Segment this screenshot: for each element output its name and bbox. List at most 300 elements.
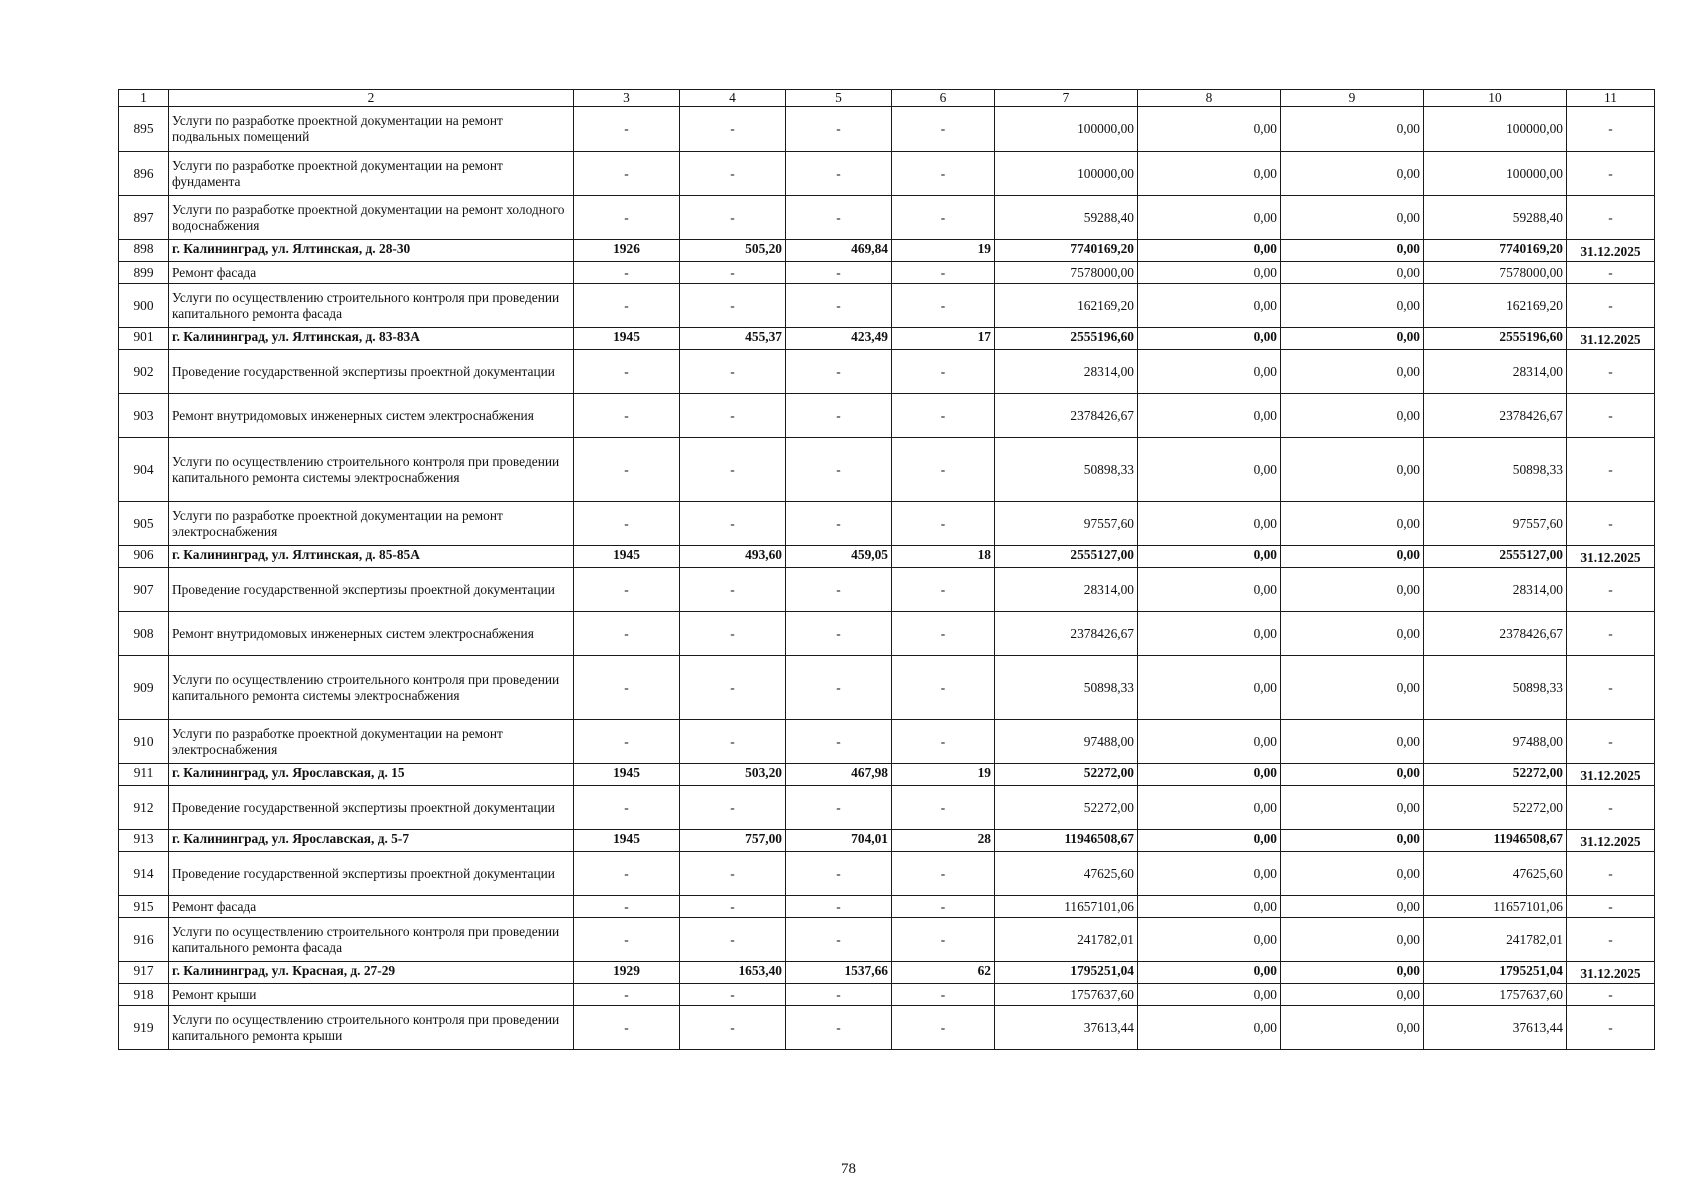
col4-cell: - — [680, 152, 786, 196]
col9-amount-cell: 0,00 — [1281, 852, 1424, 896]
col11-cell: 31.12.2025 — [1567, 764, 1655, 786]
col6-cell: - — [892, 502, 995, 546]
col8-amount-cell: 0,00 — [1138, 830, 1281, 852]
col11-cell: - — [1567, 568, 1655, 612]
col4-cell: - — [680, 1006, 786, 1050]
work-item-row — [119, 568, 1655, 612]
col11-cell: - — [1567, 152, 1655, 196]
col4-cell: - — [680, 394, 786, 438]
work-description-cell: Проведение государственной экспертизы проектной документации — [169, 852, 574, 896]
col10-amount-cell: 97488,00 — [1424, 720, 1567, 764]
column-header: 5 — [786, 90, 892, 107]
col5-cell: - — [786, 196, 892, 240]
col5-cell: - — [786, 1006, 892, 1050]
column-header: 4 — [680, 90, 786, 107]
col5-cell: 423,49 — [786, 328, 892, 350]
col6-cell: 17 — [892, 328, 995, 350]
col10-amount-cell: 100000,00 — [1424, 152, 1567, 196]
col7-amount-cell: 28314,00 — [995, 568, 1138, 612]
col11-cell: - — [1567, 502, 1655, 546]
work-description-cell: Ремонт внутридомовых инженерных систем электроснабжения — [169, 394, 574, 438]
repair-register-table — [118, 89, 1655, 1050]
col10-amount-cell: 7740169,20 — [1424, 240, 1567, 262]
col9-amount-cell: 0,00 — [1281, 720, 1424, 764]
work-item-row — [119, 786, 1655, 830]
row-number-cell: 917 — [119, 962, 169, 984]
col8-amount-cell: 0,00 — [1138, 262, 1281, 284]
col4-cell: - — [680, 852, 786, 896]
col11-cell: - — [1567, 612, 1655, 656]
address-row — [119, 830, 1655, 852]
col6-cell: - — [892, 786, 995, 830]
col5-cell: - — [786, 984, 892, 1006]
col5-cell: - — [786, 107, 892, 152]
col4-cell: 757,00 — [680, 830, 786, 852]
col5-cell: - — [786, 852, 892, 896]
column-header: 9 — [1281, 90, 1424, 107]
col4-cell: - — [680, 568, 786, 612]
col10-amount-cell: 37613,44 — [1424, 1006, 1567, 1050]
address-cell: г. Калининград, ул. Ярославская, д. 15 — [169, 764, 574, 786]
col10-amount-cell: 11657101,06 — [1424, 896, 1567, 918]
address-row — [119, 764, 1655, 786]
col7-amount-cell: 100000,00 — [995, 152, 1138, 196]
col9-amount-cell: 0,00 — [1281, 394, 1424, 438]
work-item-row — [119, 394, 1655, 438]
col7-amount-cell: 97557,60 — [995, 502, 1138, 546]
col10-amount-cell: 162169,20 — [1424, 284, 1567, 328]
col3-cell: 1945 — [574, 328, 680, 350]
column-header: 11 — [1567, 90, 1655, 107]
work-description-cell: Услуги по осуществлению строительного контроля при проведении капитального ремонта фасада — [169, 918, 574, 962]
col10-amount-cell: 100000,00 — [1424, 107, 1567, 152]
col6-cell: 28 — [892, 830, 995, 852]
col4-cell: - — [680, 984, 786, 1006]
row-number-cell: 907 — [119, 568, 169, 612]
work-description-cell: Услуги по осуществлению строительного контроля при проведении капитального ремонта системы электроснабжения — [169, 438, 574, 502]
col8-amount-cell: 0,00 — [1138, 764, 1281, 786]
address-cell: г. Калининград, ул. Ялтинская, д. 83-83А — [169, 328, 574, 350]
col8-amount-cell: 0,00 — [1138, 328, 1281, 350]
col5-cell: - — [786, 568, 892, 612]
col8-amount-cell: 0,00 — [1138, 546, 1281, 568]
work-description-cell: Проведение государственной экспертизы проектной документации — [169, 786, 574, 830]
col3-cell: - — [574, 152, 680, 196]
col10-amount-cell: 52272,00 — [1424, 764, 1567, 786]
col8-amount-cell: 0,00 — [1138, 502, 1281, 546]
col4-cell: - — [680, 502, 786, 546]
page-number: 78 — [841, 1161, 856, 1177]
col3-cell: 1929 — [574, 962, 680, 984]
work-description-cell: Ремонт внутридомовых инженерных систем электроснабжения — [169, 612, 574, 656]
col6-cell: - — [892, 350, 995, 394]
col3-cell: 1945 — [574, 830, 680, 852]
col4-cell: 505,20 — [680, 240, 786, 262]
col5-cell: - — [786, 896, 892, 918]
register-rows — [119, 107, 1655, 1050]
col8-amount-cell: 0,00 — [1138, 568, 1281, 612]
col4-cell: - — [680, 262, 786, 284]
work-description-cell: Услуги по разработке проектной документации на ремонт подвальных помещений — [169, 107, 574, 152]
work-item-row — [119, 896, 1655, 918]
work-description-cell: Услуги по разработке проектной документации на ремонт холодного водоснабжения — [169, 196, 574, 240]
row-number-cell: 908 — [119, 612, 169, 656]
col9-amount-cell: 0,00 — [1281, 107, 1424, 152]
col7-amount-cell: 2378426,67 — [995, 394, 1138, 438]
col3-cell: - — [574, 284, 680, 328]
col7-amount-cell: 37613,44 — [995, 1006, 1138, 1050]
col6-cell: - — [892, 852, 995, 896]
col9-amount-cell: 0,00 — [1281, 328, 1424, 350]
column-header: 3 — [574, 90, 680, 107]
col9-amount-cell: 0,00 — [1281, 612, 1424, 656]
col7-amount-cell: 7740169,20 — [995, 240, 1138, 262]
column-header: 6 — [892, 90, 995, 107]
col5-cell: - — [786, 502, 892, 546]
col9-amount-cell: 0,00 — [1281, 962, 1424, 984]
col3-cell: - — [574, 107, 680, 152]
col8-amount-cell: 0,00 — [1138, 896, 1281, 918]
col6-cell: 19 — [892, 240, 995, 262]
col4-cell: - — [680, 350, 786, 394]
col8-amount-cell: 0,00 — [1138, 284, 1281, 328]
col10-amount-cell: 52272,00 — [1424, 786, 1567, 830]
row-number-cell: 919 — [119, 1006, 169, 1050]
column-header: 10 — [1424, 90, 1567, 107]
work-item-row — [119, 502, 1655, 546]
col7-amount-cell: 47625,60 — [995, 852, 1138, 896]
row-number-cell: 898 — [119, 240, 169, 262]
col11-cell: - — [1567, 720, 1655, 764]
col8-amount-cell: 0,00 — [1138, 852, 1281, 896]
work-description-cell: Услуги по осуществлению строительного контроля при проведении капитального ремонта фасада — [169, 284, 574, 328]
col3-cell: - — [574, 786, 680, 830]
col8-amount-cell: 0,00 — [1138, 394, 1281, 438]
row-number-cell: 902 — [119, 350, 169, 394]
col5-cell: - — [786, 786, 892, 830]
col6-cell: - — [892, 107, 995, 152]
col7-amount-cell: 52272,00 — [995, 786, 1138, 830]
work-item-row — [119, 852, 1655, 896]
address-row — [119, 546, 1655, 568]
col10-amount-cell: 97557,60 — [1424, 502, 1567, 546]
row-number-cell: 910 — [119, 720, 169, 764]
col10-amount-cell: 28314,00 — [1424, 568, 1567, 612]
col6-cell: - — [892, 984, 995, 1006]
work-item-row — [119, 196, 1655, 240]
column-header: 1 — [119, 90, 169, 107]
col9-amount-cell: 0,00 — [1281, 152, 1424, 196]
col8-amount-cell: 0,00 — [1138, 612, 1281, 656]
col3-cell: - — [574, 612, 680, 656]
col7-amount-cell: 28314,00 — [995, 350, 1138, 394]
row-number-cell: 903 — [119, 394, 169, 438]
col4-cell: - — [680, 656, 786, 720]
work-item-row — [119, 107, 1655, 152]
work-description-cell: Проведение государственной экспертизы проектной документации — [169, 350, 574, 394]
col5-cell: - — [786, 918, 892, 962]
col11-cell: - — [1567, 852, 1655, 896]
col4-cell: - — [680, 284, 786, 328]
col6-cell: - — [892, 656, 995, 720]
col3-cell: - — [574, 984, 680, 1006]
col3-cell: - — [574, 394, 680, 438]
col8-amount-cell: 0,00 — [1138, 656, 1281, 720]
row-number-cell: 896 — [119, 152, 169, 196]
col11-cell: - — [1567, 394, 1655, 438]
col3-cell: - — [574, 852, 680, 896]
col5-cell: - — [786, 350, 892, 394]
col10-amount-cell: 2555196,60 — [1424, 328, 1567, 350]
column-number-row — [119, 90, 1655, 107]
col9-amount-cell: 0,00 — [1281, 918, 1424, 962]
work-item-row — [119, 284, 1655, 328]
row-number-cell: 914 — [119, 852, 169, 896]
col5-cell: 467,98 — [786, 764, 892, 786]
row-number-cell: 911 — [119, 764, 169, 786]
col11-cell: - — [1567, 438, 1655, 502]
col10-amount-cell: 1757637,60 — [1424, 984, 1567, 1006]
col5-cell: 459,05 — [786, 546, 892, 568]
col7-amount-cell: 2378426,67 — [995, 612, 1138, 656]
col10-amount-cell: 11946508,67 — [1424, 830, 1567, 852]
col7-amount-cell: 1757637,60 — [995, 984, 1138, 1006]
work-item-row — [119, 438, 1655, 502]
col10-amount-cell: 7578000,00 — [1424, 262, 1567, 284]
col7-amount-cell: 2555127,00 — [995, 546, 1138, 568]
row-number-cell: 899 — [119, 262, 169, 284]
col7-amount-cell: 50898,33 — [995, 438, 1138, 502]
address-cell: г. Калининград, ул. Ярославская, д. 5-7 — [169, 830, 574, 852]
col7-amount-cell: 241782,01 — [995, 918, 1138, 962]
col10-amount-cell: 2378426,67 — [1424, 394, 1567, 438]
col11-cell: 31.12.2025 — [1567, 546, 1655, 568]
col7-amount-cell: 50898,33 — [995, 656, 1138, 720]
col8-amount-cell: 0,00 — [1138, 240, 1281, 262]
work-description-cell: Ремонт фасада — [169, 262, 574, 284]
col11-cell: - — [1567, 896, 1655, 918]
col11-cell: - — [1567, 918, 1655, 962]
address-row — [119, 962, 1655, 984]
col5-cell: - — [786, 152, 892, 196]
col9-amount-cell: 0,00 — [1281, 502, 1424, 546]
column-header: 2 — [169, 90, 574, 107]
col11-cell: - — [1567, 656, 1655, 720]
col7-amount-cell: 11657101,06 — [995, 896, 1138, 918]
col11-cell: 31.12.2025 — [1567, 328, 1655, 350]
col7-amount-cell: 97488,00 — [995, 720, 1138, 764]
col11-cell: - — [1567, 350, 1655, 394]
col5-cell: - — [786, 284, 892, 328]
col3-cell: - — [574, 568, 680, 612]
row-number-cell: 913 — [119, 830, 169, 852]
col8-amount-cell: 0,00 — [1138, 918, 1281, 962]
col4-cell: - — [680, 612, 786, 656]
col5-cell: 469,84 — [786, 240, 892, 262]
col10-amount-cell: 241782,01 — [1424, 918, 1567, 962]
col10-amount-cell: 47625,60 — [1424, 852, 1567, 896]
col4-cell: - — [680, 786, 786, 830]
work-item-row — [119, 612, 1655, 656]
col3-cell: - — [574, 1006, 680, 1050]
col8-amount-cell: 0,00 — [1138, 196, 1281, 240]
col7-amount-cell: 11946508,67 — [995, 830, 1138, 852]
col3-cell: - — [574, 720, 680, 764]
col6-cell: 19 — [892, 764, 995, 786]
register-sheet — [118, 89, 1654, 1050]
column-header: 8 — [1138, 90, 1281, 107]
col11-cell: - — [1567, 196, 1655, 240]
row-number-cell: 897 — [119, 196, 169, 240]
col3-cell: 1926 — [574, 240, 680, 262]
work-item-row — [119, 1006, 1655, 1050]
col5-cell: 704,01 — [786, 830, 892, 852]
col6-cell: - — [892, 262, 995, 284]
row-number-cell: 905 — [119, 502, 169, 546]
col4-cell: 503,20 — [680, 764, 786, 786]
work-description-cell: Ремонт крыши — [169, 984, 574, 1006]
col9-amount-cell: 0,00 — [1281, 240, 1424, 262]
col7-amount-cell: 52272,00 — [995, 764, 1138, 786]
row-number-cell: 895 — [119, 107, 169, 152]
col9-amount-cell: 0,00 — [1281, 350, 1424, 394]
col6-cell: - — [892, 896, 995, 918]
work-description-cell: Услуги по осуществлению строительного контроля при проведении капитального ремонта системы электроснабжения — [169, 656, 574, 720]
row-number-cell: 904 — [119, 438, 169, 502]
col9-amount-cell: 0,00 — [1281, 764, 1424, 786]
col11-cell: - — [1567, 1006, 1655, 1050]
col4-cell: - — [680, 107, 786, 152]
work-item-row — [119, 350, 1655, 394]
col3-cell: - — [574, 896, 680, 918]
col6-cell: - — [892, 438, 995, 502]
col3-cell: - — [574, 438, 680, 502]
col9-amount-cell: 0,00 — [1281, 656, 1424, 720]
col9-amount-cell: 0,00 — [1281, 896, 1424, 918]
col6-cell: - — [892, 720, 995, 764]
col4-cell: - — [680, 196, 786, 240]
col8-amount-cell: 0,00 — [1138, 152, 1281, 196]
col7-amount-cell: 2555196,60 — [995, 328, 1138, 350]
col11-cell: - — [1567, 262, 1655, 284]
work-description-cell: Услуги по разработке проектной документации на ремонт фундамента — [169, 152, 574, 196]
col5-cell: - — [786, 720, 892, 764]
col6-cell: - — [892, 284, 995, 328]
row-number-cell: 901 — [119, 328, 169, 350]
col4-cell: - — [680, 720, 786, 764]
work-item-row — [119, 656, 1655, 720]
col9-amount-cell: 0,00 — [1281, 1006, 1424, 1050]
col7-amount-cell: 1795251,04 — [995, 962, 1138, 984]
row-number-cell: 918 — [119, 984, 169, 1006]
address-row — [119, 328, 1655, 350]
col7-amount-cell: 100000,00 — [995, 107, 1138, 152]
col9-amount-cell: 0,00 — [1281, 196, 1424, 240]
col9-amount-cell: 0,00 — [1281, 438, 1424, 502]
col8-amount-cell: 0,00 — [1138, 720, 1281, 764]
col6-cell: - — [892, 394, 995, 438]
work-item-row — [119, 720, 1655, 764]
col11-cell: 31.12.2025 — [1567, 830, 1655, 852]
row-number-cell: 916 — [119, 918, 169, 962]
col9-amount-cell: 0,00 — [1281, 284, 1424, 328]
col8-amount-cell: 0,00 — [1138, 962, 1281, 984]
col6-cell: 18 — [892, 546, 995, 568]
col9-amount-cell: 0,00 — [1281, 830, 1424, 852]
col7-amount-cell: 162169,20 — [995, 284, 1138, 328]
col8-amount-cell: 0,00 — [1138, 438, 1281, 502]
col10-amount-cell: 2555127,00 — [1424, 546, 1567, 568]
col4-cell: - — [680, 918, 786, 962]
work-item-row — [119, 918, 1655, 962]
col4-cell: - — [680, 438, 786, 502]
row-number-cell: 906 — [119, 546, 169, 568]
col11-cell: - — [1567, 984, 1655, 1006]
col4-cell: - — [680, 896, 786, 918]
column-header: 7 — [995, 90, 1138, 107]
col7-amount-cell: 7578000,00 — [995, 262, 1138, 284]
address-row — [119, 240, 1655, 262]
col8-amount-cell: 0,00 — [1138, 350, 1281, 394]
work-item-row — [119, 152, 1655, 196]
row-number-cell: 912 — [119, 786, 169, 830]
col3-cell: - — [574, 350, 680, 394]
col11-cell: 31.12.2025 — [1567, 962, 1655, 984]
col3-cell: 1945 — [574, 546, 680, 568]
work-description-cell: Услуги по осуществлению строительного контроля при проведении капитального ремонта крыши — [169, 1006, 574, 1050]
work-item-row — [119, 984, 1655, 1006]
row-number-cell: 900 — [119, 284, 169, 328]
work-description-cell: Услуги по разработке проектной документации на ремонт электроснабжения — [169, 720, 574, 764]
work-description-cell: Ремонт фасада — [169, 896, 574, 918]
col3-cell: - — [574, 656, 680, 720]
col6-cell: - — [892, 612, 995, 656]
col8-amount-cell: 0,00 — [1138, 107, 1281, 152]
col11-cell: - — [1567, 284, 1655, 328]
work-item-row — [119, 262, 1655, 284]
col6-cell: 62 — [892, 962, 995, 984]
col3-cell: - — [574, 918, 680, 962]
col10-amount-cell: 50898,33 — [1424, 656, 1567, 720]
col8-amount-cell: 0,00 — [1138, 1006, 1281, 1050]
address-cell: г. Калининград, ул. Ялтинская, д. 28-30 — [169, 240, 574, 262]
col5-cell: - — [786, 394, 892, 438]
address-cell: г. Калининград, ул. Красная, д. 27-29 — [169, 962, 574, 984]
col10-amount-cell: 2378426,67 — [1424, 612, 1567, 656]
col6-cell: - — [892, 918, 995, 962]
col4-cell: 455,37 — [680, 328, 786, 350]
col4-cell: 493,60 — [680, 546, 786, 568]
col5-cell: - — [786, 262, 892, 284]
row-number-cell: 915 — [119, 896, 169, 918]
col11-cell: - — [1567, 786, 1655, 830]
col3-cell: - — [574, 196, 680, 240]
col9-amount-cell: 0,00 — [1281, 262, 1424, 284]
col3-cell: - — [574, 502, 680, 546]
work-description-cell: Услуги по разработке проектной документации на ремонт электроснабжения — [169, 502, 574, 546]
col6-cell: - — [892, 568, 995, 612]
col5-cell: - — [786, 612, 892, 656]
col7-amount-cell: 59288,40 — [995, 196, 1138, 240]
col3-cell: 1945 — [574, 764, 680, 786]
col5-cell: - — [786, 438, 892, 502]
col9-amount-cell: 0,00 — [1281, 786, 1424, 830]
col5-cell: 1537,66 — [786, 962, 892, 984]
col10-amount-cell: 1795251,04 — [1424, 962, 1567, 984]
col4-cell: 1653,40 — [680, 962, 786, 984]
col8-amount-cell: 0,00 — [1138, 984, 1281, 1006]
col6-cell: - — [892, 1006, 995, 1050]
